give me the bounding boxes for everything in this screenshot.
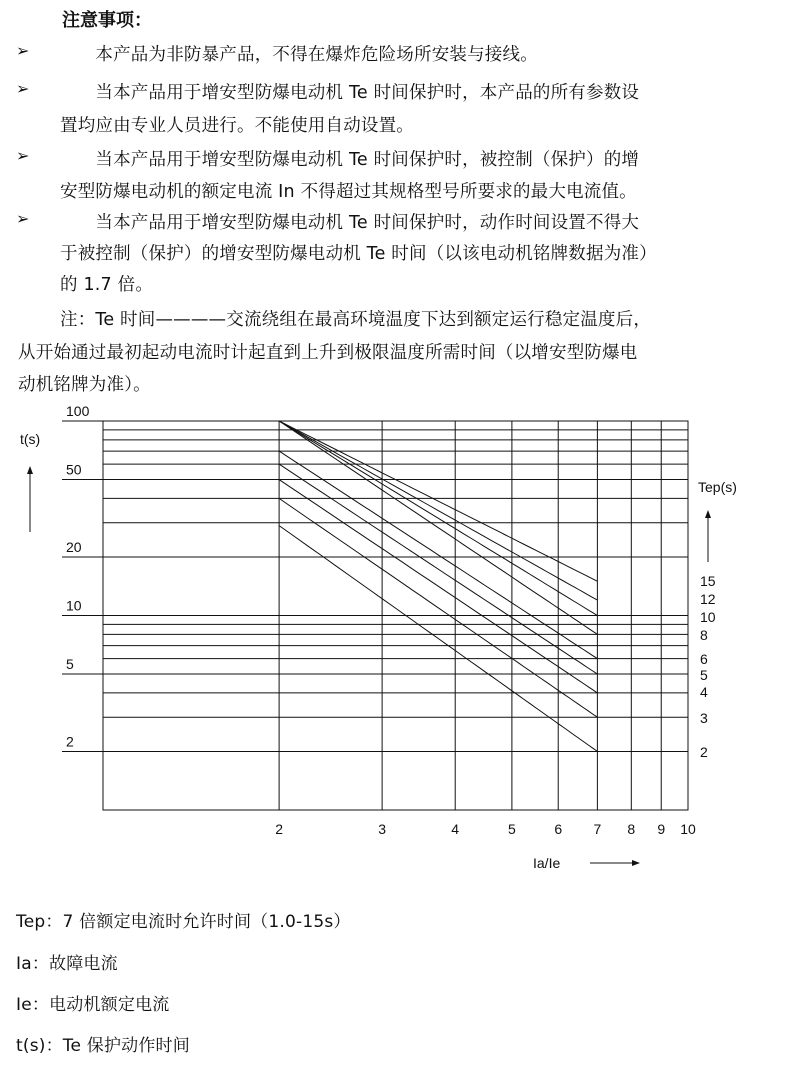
bullet-icon: ➢ [16, 209, 30, 228]
x-tick-label: 2 [275, 821, 284, 837]
definition-ia: Ia：故障电流 [16, 954, 118, 974]
x-tick-label: 3 [378, 821, 387, 837]
y-tick-label: 2 [66, 733, 74, 750]
tep-label: 10 [700, 609, 716, 625]
tep-label: 3 [700, 710, 708, 726]
definition-ts: t(s)：Te 保护动作时间 [16, 1036, 190, 1056]
tep-curve [279, 464, 597, 674]
x-tick-label: 7 [593, 821, 602, 837]
remark-line-1: 注：Te 时间————交流绕组在最高环境温度下达到额定运行稳定温度后， [60, 310, 652, 330]
x-tick-label: 8 [627, 821, 636, 837]
definition-tep: Tep：7 倍额定电流时允许时间（1.0-15s） [16, 912, 351, 932]
y-tick-label: 5 [66, 656, 74, 673]
tep-label: 5 [700, 667, 708, 683]
bullet-icon: ➢ [16, 79, 30, 98]
y-tick-label: 20 [66, 538, 82, 555]
tep-label: 15 [700, 573, 716, 589]
y-tick-label: 50 [66, 461, 82, 478]
tep-curve [279, 421, 597, 600]
x-tick-label: 5 [507, 821, 516, 837]
note-1-line-1: 本产品为非防暴产品，不得在爆炸危险场所安装与接线。 [60, 45, 538, 65]
x-tick-label: 10 [680, 821, 696, 837]
note-3-line-1: 当本产品用于增安型防爆电动机 Te 时间保护时，被控制（保护）的增 [60, 150, 640, 170]
x-tick-label: 6 [554, 821, 563, 837]
x-tick-label: 4 [451, 821, 460, 837]
y-tick-label: 100 [66, 403, 90, 419]
tep-curve [279, 498, 597, 717]
tep-curve [279, 451, 597, 658]
tep-label: 2 [700, 744, 708, 760]
y-axis-arrowhead-icon [27, 466, 33, 474]
note-4-line-3: 的 1.7 倍。 [60, 275, 154, 295]
bullet-icon: ➢ [16, 41, 30, 60]
y-tick-label: 10 [66, 597, 82, 614]
notes-title: 注意事项： [62, 10, 152, 31]
note-2-line-2: 置均应由专业人员进行。不能使用自动设置。 [60, 116, 414, 136]
note-4-line-1: 当本产品用于增安型防爆电动机 Te 时间保护时，动作时间设置不得大 [60, 213, 640, 233]
x-axis-label: Ia/Ie [533, 855, 561, 871]
tep-label: 12 [700, 591, 716, 607]
x-tick-label: 9 [657, 821, 666, 837]
remark-line-2: 从开始通过最初起动电流时计起直到上升到极限温度所需时间（以增安型防爆电 [18, 343, 638, 363]
tep-label: 6 [700, 651, 708, 667]
tep-curve [279, 421, 597, 634]
note-4-line-2: 于被控制（保护）的增安型防爆电动机 Te 时间（以该电动机铭牌数据为准） [60, 244, 657, 264]
remark-line-3: 动机铭牌为准）。 [18, 375, 151, 395]
definition-ie: Ie：电动机额定电流 [16, 995, 170, 1015]
x-axis-arrowhead-icon [632, 860, 640, 866]
tep-label: 4 [700, 684, 708, 700]
y-axis-label: t(s) [20, 431, 41, 447]
note-3-line-2: 安型防爆电动机的额定电流 In 不得超过其规格型号所要求的最大电流值。 [60, 182, 637, 202]
bullet-icon: ➢ [16, 146, 30, 165]
right-axis-label: Tep(s) [698, 479, 737, 495]
note-2-line-1: 当本产品用于增安型防爆电动机 Te 时间保护时，本产品的所有参数设 [60, 83, 640, 103]
tep-label: 8 [700, 627, 708, 643]
tep-arrowhead-icon [705, 510, 711, 518]
